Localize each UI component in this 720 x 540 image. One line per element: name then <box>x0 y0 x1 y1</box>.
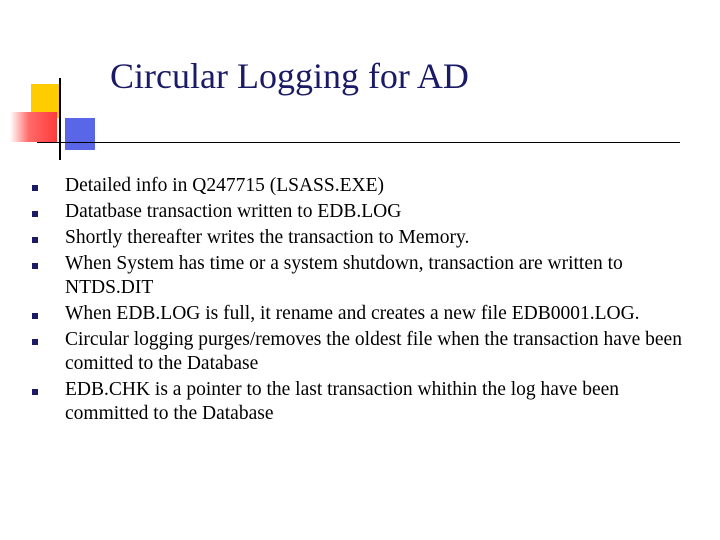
title-underline-rule <box>37 142 680 143</box>
bullet-text: When EDB.LOG is full, it rename and creates a new file EDB0001.LOG. <box>65 303 640 324</box>
square-bullet-icon <box>32 211 38 217</box>
blue-square-decoration <box>65 118 95 150</box>
bullet-item <box>32 200 707 224</box>
bullet-text: Circular logging purges/removes the oldest file when the transaction have been comitted to the Database <box>65 329 682 374</box>
vertical-rule <box>59 78 61 160</box>
bullet-text: Datatbase transaction written to EDB.LOG <box>65 201 402 222</box>
bullet-item <box>32 252 707 300</box>
bullet-text: Shortly thereafter writes the transaction to Memory. <box>65 227 470 248</box>
square-bullet-icon <box>32 339 38 345</box>
bullet-text: EDB.CHK is a pointer to the last transaction whithin the log have been committed to the Database <box>65 379 620 424</box>
square-bullet-icon <box>32 389 38 395</box>
red-square-decoration <box>10 112 57 142</box>
square-bullet-icon <box>32 185 38 191</box>
square-bullet-icon <box>32 237 38 243</box>
square-bullet-icon <box>32 263 38 269</box>
bullet-item <box>32 226 707 250</box>
bullet-text: When System has time or a system shutdown, transaction are written to NTDS.DIT <box>65 253 623 298</box>
bullet-list <box>32 174 707 428</box>
bullet-item <box>32 174 707 198</box>
bullet-item <box>32 378 707 426</box>
square-bullet-icon <box>32 313 38 319</box>
slide-logo-decoration <box>0 0 110 170</box>
bullet-item <box>32 328 707 376</box>
bullet-item <box>32 302 707 326</box>
bullet-text: Detailed info in Q247715 (LSASS.EXE) <box>65 175 385 196</box>
slide-title: Circular Logging for AD <box>110 56 469 96</box>
